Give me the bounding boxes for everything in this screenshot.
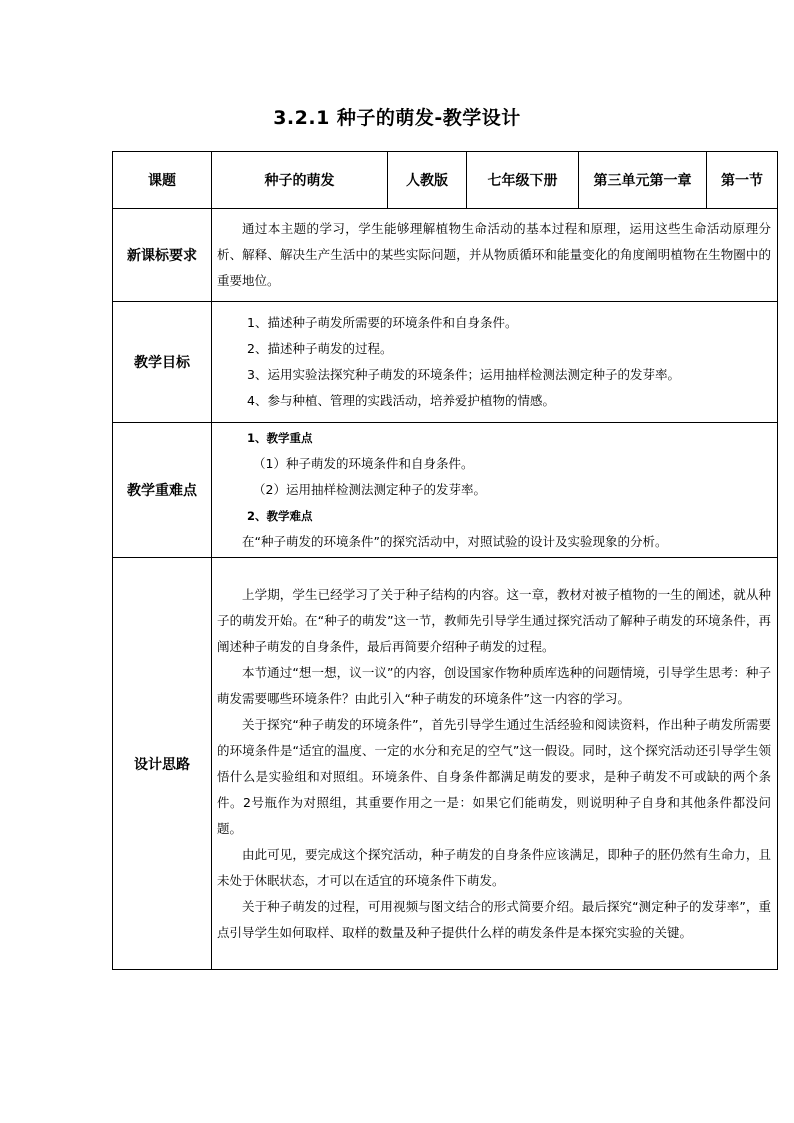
edition-cell: 人教版 xyxy=(388,152,467,209)
header-row xyxy=(113,152,778,209)
key-points-row xyxy=(113,423,778,558)
key-points-cell xyxy=(212,423,778,558)
objectives-row xyxy=(113,302,778,423)
topic-label: 课题 xyxy=(113,152,212,209)
design-paragraph: 关于探究“种子萌发的环境条件”，首先引导学生通过生活经验和阅读资料，作出种子萌发所需要的环境条件是“适宜的温度、一定的水分和充足的空气”这一假设。同时，这个探究活动还引导学生领悟什么是实验组和对照组。环境条件、自身条件都满足萌发的要求，是种子萌发不可或缺的两个条件。2号瓶作为对照组，其重要作用之一是：如果它们能萌发，则说明种子自身和其他条件都没问题。 xyxy=(217,716,771,836)
section-cell: 第一节 xyxy=(707,152,778,209)
design-row xyxy=(113,558,778,970)
design-label: 设计思路 xyxy=(113,558,212,970)
objectives-label: 教学目标 xyxy=(113,302,212,423)
objectives-cell xyxy=(212,302,778,423)
topic-value: 种子的萌发 xyxy=(212,152,388,209)
objective-item: 3、运用实验法探究种子萌发的环境条件；运用抽样检测法测定种子的发芽率。 xyxy=(247,367,680,382)
objective-item: 1、描述种子萌发所需要的环境条件和自身条件。 xyxy=(247,315,518,330)
design-paragraph: 由此可见，要完成这个探究活动，种子萌发的自身条件应该满足，即种子的胚仍然有生命力，且未处于休眠状态，才可以在适宜的环境条件下萌发。 xyxy=(217,846,771,888)
objective-item: 4、参与种植、管理的实践活动，培养爱护植物的情感。 xyxy=(247,393,555,408)
design-cell xyxy=(212,558,778,970)
difficulty-text: 在“种子萌发的环境条件”的探究活动中，对照试验的设计及实验现象的分析。 xyxy=(242,534,668,549)
design-paragraph: 本节通过“想一想，议一议”的内容，创设国家作物种质库选种的问题情境，引导学生思考：种子萌发需要哪些环境条件？由此引入“种子萌发的环境条件”这一内容的学习。 xyxy=(217,664,771,706)
unit-cell: 第三单元第一章 xyxy=(579,152,707,209)
key-points-label: 教学重难点 xyxy=(113,423,212,558)
focus-item: （2）运用抽样检测法测定种子的发芽率。 xyxy=(253,482,486,497)
difficulty-title: 2、教学难点 xyxy=(247,509,313,523)
curriculum-label: 新课标要求 xyxy=(113,209,212,302)
design-paragraph: 关于种子萌发的过程，可用视频与图文结合的形式简要介绍。最后探究“测定种子的发芽率”，重点引导学生如何取样、取样的数量及种子提供什么样的萌发条件是本探究实验的关键。 xyxy=(217,898,771,940)
objective-item: 2、描述种子萌发的过程。 xyxy=(247,341,393,356)
focus-item: （1）种子萌发的环境条件和自身条件。 xyxy=(253,456,474,471)
curriculum-row xyxy=(113,209,778,302)
focus-title: 1、教学重点 xyxy=(247,431,313,445)
curriculum-text: 通过本主题的学习，学生能够理解植物生命活动的基本过程和原理，运用这些生命活动原理分析、解释、解决生产生活中的某些实际问题，并从物质循环和能量变化的角度阐明植物在生物圈中的重要地位。 xyxy=(217,221,771,288)
document-title: 3.2.1 种子的萌发-教学设计 xyxy=(273,107,521,129)
design-paragraph: 上学期，学生已经学习了关于种子结构的内容。这一章，教材对被子植物的一生的阐述，就从种子的萌发开始。在“种子的萌发”这一节，教师先引导学生通过探究活动了解种子萌发的环境条件，再阐述种子萌发的自身条件，最后再简要介绍种子萌发的过程。 xyxy=(217,586,771,654)
curriculum-cell xyxy=(212,209,778,302)
lesson-plan-table xyxy=(112,151,778,970)
grade-cell: 七年级下册 xyxy=(467,152,579,209)
